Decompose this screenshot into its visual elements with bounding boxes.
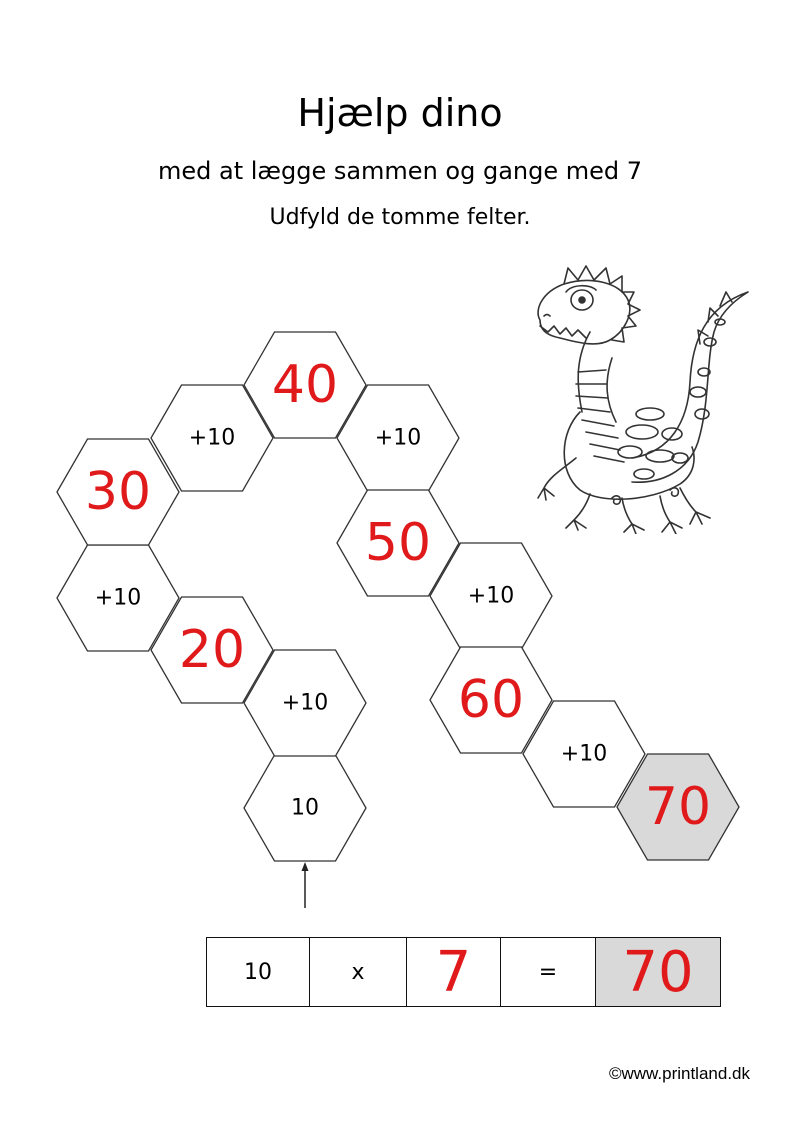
copyright-text: ©www.printland.dk	[608, 1064, 750, 1083]
equation-operator-cell: x	[310, 938, 407, 1006]
hex-answer: 30	[84, 462, 152, 522]
hex-answer: 70	[644, 777, 712, 837]
hex-label: 10	[291, 795, 319, 821]
hex-answer: 40	[271, 355, 339, 415]
hex-answer: 20	[178, 620, 246, 680]
hex-label: +10	[374, 425, 422, 451]
page-title: Hjælp dino	[297, 91, 503, 135]
instruction-text: Udfyld de tomme felter.	[269, 205, 531, 230]
hex-label: +10	[281, 690, 329, 716]
dinosaur-illustration	[520, 262, 752, 534]
hex-label: +10	[467, 583, 515, 609]
page-subtitle: med at lægge sammen og gange med 7	[157, 157, 643, 185]
hex-label: +10	[94, 585, 142, 611]
equation-result-cell[interactable]: 70	[596, 938, 720, 1006]
equation-factor-cell[interactable]: 10	[207, 938, 310, 1006]
equation-equals-cell: =	[501, 938, 596, 1006]
start-arrow-icon	[302, 862, 309, 908]
hex-answer: 60	[457, 670, 525, 730]
hex-answer: 50	[364, 513, 432, 573]
hex-label: +10	[188, 425, 236, 451]
equation-multiplier-cell[interactable]: 7	[407, 938, 501, 1006]
hex-cell-1[interactable]	[244, 755, 366, 861]
multiplication-equation	[206, 937, 721, 1007]
hex-label: +10	[560, 741, 608, 767]
